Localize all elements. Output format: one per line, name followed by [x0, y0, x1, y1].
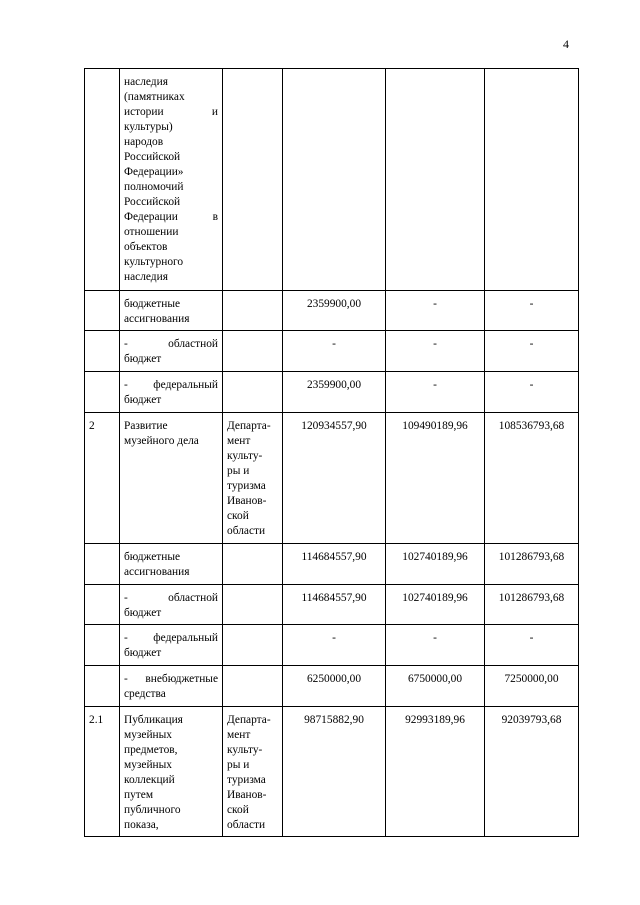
item-name-line: Федерации» — [124, 166, 184, 178]
row-number-cell — [85, 544, 120, 585]
amount-year3-cell: - — [485, 291, 579, 331]
department-line: ры и — [227, 759, 250, 771]
amount-year2-cell: 109490189,96 — [386, 413, 485, 544]
table-row — [85, 413, 579, 544]
item-name-line: Федерации в — [124, 211, 218, 223]
item-name-line: ассигнования — [124, 313, 190, 325]
row-number-cell — [85, 372, 120, 413]
item-name-line: Российской — [124, 151, 181, 163]
table-row — [85, 372, 579, 413]
item-name-line: музейного дела — [124, 435, 199, 447]
item-name-line: бюджет — [124, 353, 162, 365]
page-number: 4 — [563, 37, 569, 51]
item-name-line: коллекций — [124, 774, 175, 786]
row-number-cell — [85, 666, 120, 707]
amount-year1-cell: 2359900,00 — [283, 372, 386, 413]
item-name-cell — [120, 69, 223, 291]
row-number-cell — [85, 585, 120, 625]
amount-year3-cell: 108536793,68 — [485, 413, 579, 544]
row-number-cell — [85, 69, 120, 291]
department-cell — [223, 544, 283, 585]
amount-year1-cell — [283, 69, 386, 291]
amount-year3-cell: - — [485, 625, 579, 666]
amount-year2-cell: - — [386, 372, 485, 413]
amount-year2-cell: - — [386, 331, 485, 372]
amount-year3-cell: - — [485, 372, 579, 413]
department-cell — [223, 69, 283, 291]
department-cell — [223, 625, 283, 666]
item-name-line: наследия — [124, 76, 168, 88]
amount-year3-cell: - — [485, 331, 579, 372]
department-line: области — [227, 525, 266, 537]
item-name-line: предметов, — [124, 744, 178, 756]
item-name-line: музейных — [124, 759, 172, 771]
item-name-cell — [120, 707, 223, 837]
amount-year2-cell: - — [386, 291, 485, 331]
item-name-line: Публикация — [124, 714, 183, 726]
department-line: мент — [227, 729, 251, 741]
item-name-cell — [120, 666, 223, 707]
item-name-line: - областной — [124, 338, 218, 350]
row-number-cell: 2.1 — [85, 707, 120, 837]
item-name-line: культурного — [124, 256, 184, 268]
department-cell — [223, 291, 283, 331]
item-name-line: Развитие — [124, 420, 168, 432]
amount-year1-cell: 114684557,90 — [283, 544, 386, 585]
department-line: ской — [227, 804, 249, 816]
department-line: туризма — [227, 774, 266, 786]
amount-year3-cell: 101286793,68 — [485, 585, 579, 625]
amount-year1-cell: 6250000,00 — [283, 666, 386, 707]
item-name-line: бюджет — [124, 647, 162, 659]
item-name-line: народов — [124, 136, 164, 148]
item-name-line: бюджет — [124, 394, 162, 406]
department-line: туризма — [227, 480, 266, 492]
budget-table — [84, 68, 579, 837]
item-name-line: (памятниках — [124, 91, 185, 103]
row-number-cell — [85, 291, 120, 331]
amount-year3-cell: 92039793,68 — [485, 707, 579, 837]
row-number-cell — [85, 331, 120, 372]
item-name-line: публичного — [124, 804, 181, 816]
item-name-line: бюджетные — [124, 551, 181, 563]
item-name-cell — [120, 625, 223, 666]
item-name-line: - областной — [124, 592, 218, 604]
amount-year2-cell: 102740189,96 — [386, 544, 485, 585]
amount-year2-cell: 102740189,96 — [386, 585, 485, 625]
item-name-line: музейных — [124, 729, 172, 741]
item-name-line: показа, — [124, 819, 159, 831]
row-number-cell: 2 — [85, 413, 120, 544]
department-line: культу- — [227, 450, 263, 462]
amount-year1-cell: 98715882,90 — [283, 707, 386, 837]
item-name-cell — [120, 413, 223, 544]
department-cell — [223, 372, 283, 413]
item-name-line: бюджет — [124, 607, 162, 619]
table-row — [85, 544, 579, 585]
item-name-line: - федеральный — [124, 632, 218, 644]
item-name-line: бюджетные — [124, 298, 181, 310]
item-name-cell — [120, 291, 223, 331]
amount-year1-cell: - — [283, 331, 386, 372]
amount-year3-cell — [485, 69, 579, 291]
amount-year1-cell: 120934557,90 — [283, 413, 386, 544]
department-cell — [223, 413, 283, 544]
department-line: Иванов- — [227, 789, 267, 801]
item-name-line: полномочий — [124, 181, 184, 193]
item-name-cell — [120, 372, 223, 413]
department-line: ры и — [227, 465, 250, 477]
amount-year1-cell: 114684557,90 — [283, 585, 386, 625]
item-name-line: Российской — [124, 196, 181, 208]
table-row — [85, 707, 579, 837]
amount-year1-cell: - — [283, 625, 386, 666]
amount-year2-cell: 6750000,00 — [386, 666, 485, 707]
amount-year2-cell: - — [386, 625, 485, 666]
item-name-line: отношении — [124, 226, 179, 238]
item-name-line: ассигнования — [124, 566, 190, 578]
item-name-line: культуры) — [124, 121, 173, 133]
table-row — [85, 666, 579, 707]
table-row — [85, 585, 579, 625]
department-cell — [223, 707, 283, 837]
amount-year3-cell: 7250000,00 — [485, 666, 579, 707]
table-row — [85, 291, 579, 331]
department-line: Иванов- — [227, 495, 267, 507]
amount-year2-cell — [386, 69, 485, 291]
department-line: ской — [227, 510, 249, 522]
item-name-line: - внебюджетные — [124, 673, 218, 685]
table-row — [85, 331, 579, 372]
department-cell — [223, 585, 283, 625]
item-name-line: объектов — [124, 241, 168, 253]
department-line: Департа- — [227, 714, 271, 726]
row-number-cell — [85, 625, 120, 666]
table-row — [85, 69, 579, 291]
item-name-cell — [120, 544, 223, 585]
department-line: области — [227, 819, 266, 831]
amount-year2-cell: 92993189,96 — [386, 707, 485, 837]
department-cell — [223, 666, 283, 707]
item-name-line: истории и — [124, 106, 218, 118]
item-name-line: наследия — [124, 271, 168, 283]
item-name-cell — [120, 331, 223, 372]
item-name-line: путем — [124, 789, 154, 801]
department-cell — [223, 331, 283, 372]
amount-year3-cell: 101286793,68 — [485, 544, 579, 585]
item-name-line: - федеральный — [124, 379, 218, 391]
department-line: мент — [227, 435, 251, 447]
item-name-line: средства — [124, 688, 166, 700]
amount-year1-cell: 2359900,00 — [283, 291, 386, 331]
item-name-cell — [120, 585, 223, 625]
budget-table-body — [85, 69, 579, 837]
table-row — [85, 625, 579, 666]
department-line: культу- — [227, 744, 263, 756]
department-line: Департа- — [227, 420, 271, 432]
